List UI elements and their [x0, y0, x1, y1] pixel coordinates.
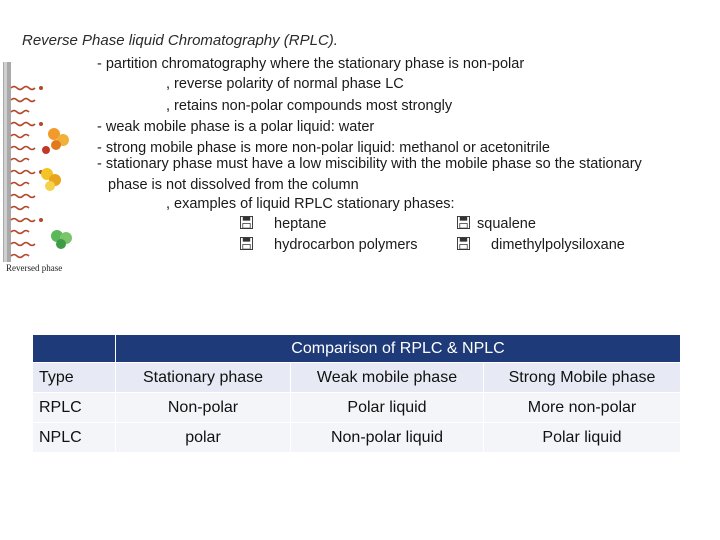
- orange-analyte: [48, 128, 69, 150]
- example-hydrocarbon-polymers: [240, 237, 418, 253]
- bullet-line-2: , reverse polarity of normal phase LC: [166, 76, 404, 92]
- table-row: [33, 423, 681, 453]
- bullet-line-7: phase is not dissolved from the column: [108, 177, 359, 193]
- red-analyte: [42, 146, 50, 154]
- bullet-line-8: , examples of liquid RPLC stationary phases:: [166, 196, 455, 212]
- table-cell: RPLC: [33, 393, 116, 423]
- table-cell: Polar liquid: [291, 393, 484, 423]
- table-cell: Polar liquid: [484, 423, 681, 453]
- bullet-line-3: , retains non-polar compounds most strongly: [166, 98, 453, 114]
- table-cell: NPLC: [33, 423, 116, 453]
- example-label: dimethylpolysiloxane: [491, 237, 625, 253]
- example-heptane: [240, 216, 326, 232]
- bullet-line-4: - weak mobile phase is a polar liquid: water: [97, 119, 375, 135]
- slide-title: Reverse Phase liquid Chromatography (RPLC).: [22, 32, 338, 49]
- floppy-disk-icon: [240, 237, 253, 250]
- green-analyte: [51, 230, 72, 249]
- example-label: heptane: [274, 216, 327, 232]
- example-label: squalene: [477, 216, 536, 232]
- example-squalene: [457, 216, 536, 232]
- floppy-disk-icon: [457, 237, 470, 250]
- column-header: Type: [33, 363, 116, 393]
- column-header: Weak mobile phase: [291, 363, 484, 393]
- column-header: Stationary phase: [116, 363, 291, 393]
- example-dimethylpolysiloxane: [457, 237, 625, 253]
- table-header-row: [33, 363, 681, 393]
- table-header-blank: [33, 335, 116, 363]
- table-row: [33, 393, 681, 423]
- bullet-line-1: - partition chromatography where the stationary phase is non-polar: [97, 56, 525, 72]
- bullet-line-6: - stationary phase must have a low miscibility with the mobile phase so the stationary: [97, 156, 642, 172]
- comparison-table: [32, 334, 681, 453]
- figure-caption: Reversed phase: [6, 263, 63, 273]
- table-caption: Comparison of RPLC & NPLC: [116, 335, 681, 363]
- reversed-phase-illustration: [0, 62, 80, 282]
- yellow-analyte: [41, 168, 61, 191]
- table-cell: More non-polar: [484, 393, 681, 423]
- table-cell: Non-polar liquid: [291, 423, 484, 453]
- column-header: Strong Mobile phase: [484, 363, 681, 393]
- table-cell: Non-polar: [116, 393, 291, 423]
- bullet-line-5: - strong mobile phase is more non-polar liquid: methanol or acetonitrile: [97, 140, 550, 156]
- table-cell: polar: [116, 423, 291, 453]
- floppy-disk-icon: [240, 216, 253, 229]
- alkyl-chains: [11, 87, 35, 258]
- example-label: hydrocarbon polymers: [274, 237, 418, 253]
- floppy-disk-icon: [457, 216, 470, 229]
- table-caption-row: [33, 335, 681, 363]
